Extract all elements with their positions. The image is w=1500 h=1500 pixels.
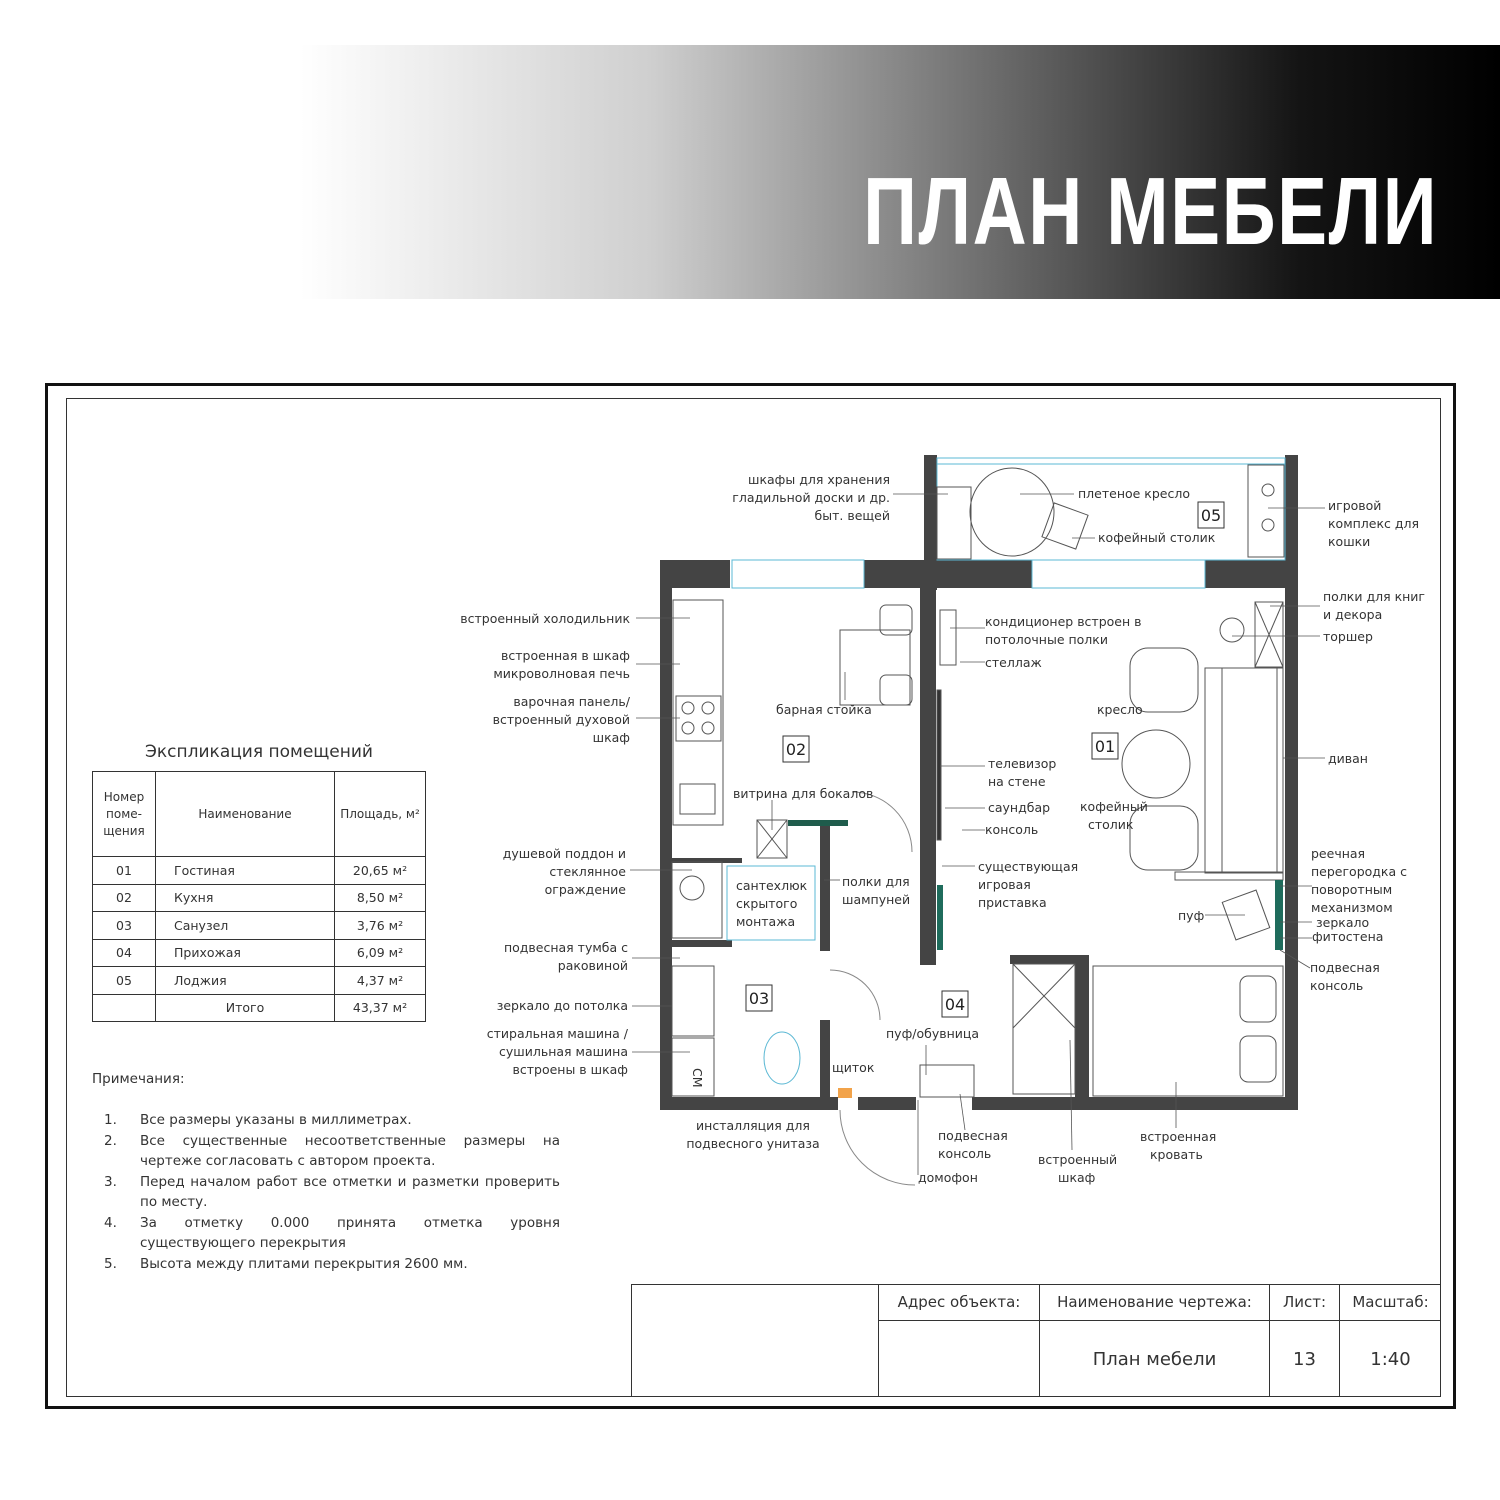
header-name: Наименование xyxy=(156,772,335,857)
label-hall-console-2: консоль xyxy=(938,1146,992,1161)
label-coffee-table-1: кофейный xyxy=(1080,799,1148,814)
cat-complex-shelf xyxy=(1262,519,1274,531)
notes-title: Примечания: xyxy=(92,1071,185,1087)
label-wc-install-1: инсталляция для xyxy=(696,1118,810,1133)
sheet-label: Лист: xyxy=(1282,1293,1327,1311)
wall xyxy=(660,1097,838,1110)
storage-cabinets xyxy=(937,487,971,559)
room-number-05: 05 xyxy=(1200,506,1222,525)
label-fridge: встроенный холодильник xyxy=(460,611,630,626)
label-partition-3: поворотным xyxy=(1311,882,1393,897)
cell-name: Санузел xyxy=(156,912,335,940)
coffee-table-loggia xyxy=(1042,503,1088,549)
showcase-accent xyxy=(788,820,848,826)
label-washer-2: сушильная машина xyxy=(499,1044,628,1059)
cell-name: Кухня xyxy=(156,884,335,912)
cell-num: 05 xyxy=(93,967,156,995)
cat-complex xyxy=(1248,465,1284,557)
label-cm: СМ xyxy=(690,1068,705,1088)
note-text: Все размеры указаны в миллиметрах. xyxy=(140,1112,412,1128)
label-ac-2: потолочные полки xyxy=(985,632,1108,647)
label-mirror: зеркало xyxy=(1316,915,1370,930)
label-partition-2: перегородка с xyxy=(1311,864,1407,879)
label-game-console-1: существующая xyxy=(978,859,1079,874)
shoe-pouf xyxy=(920,1065,974,1097)
label-floor-lamp: торшер xyxy=(1323,629,1373,644)
note-item xyxy=(104,1131,560,1171)
cell-name: Прихожая xyxy=(156,939,335,967)
table-total-row xyxy=(93,994,426,1022)
explication-title: Экспликация помещений xyxy=(145,742,373,762)
entrance-door-swing xyxy=(840,1110,915,1185)
label-microwave-2: микроволновая печь xyxy=(493,666,630,681)
wall xyxy=(864,560,1032,588)
hob xyxy=(676,696,721,741)
label-hatch-2: скрытого xyxy=(736,896,798,911)
burner xyxy=(702,722,714,734)
label-coffee-table-loggia: кофейный столик xyxy=(1098,530,1216,545)
room-number-04: 04 xyxy=(944,995,966,1014)
wall xyxy=(924,455,937,590)
built-in-wardrobe xyxy=(1013,964,1075,1094)
ac-shelf xyxy=(940,610,956,665)
note-number: 4. xyxy=(104,1215,117,1231)
cell-num: 02 xyxy=(93,884,156,912)
wall xyxy=(858,1097,916,1110)
sheet-number: 13 xyxy=(1293,1349,1316,1370)
bar-stool xyxy=(880,675,912,705)
header-number: Номер поме-щения xyxy=(93,772,156,857)
label-bed-1: встроенная xyxy=(1140,1129,1217,1144)
label-bed-2: кровать xyxy=(1150,1147,1203,1162)
banner-title: ПЛАН МЕБЕЛИ xyxy=(863,158,1438,265)
burner xyxy=(702,702,714,714)
note-number: 2. xyxy=(104,1133,117,1149)
label-hanging-console-1: подвесная xyxy=(1310,960,1380,975)
door-swing xyxy=(852,792,912,852)
header-area: Площадь, м² xyxy=(335,772,426,857)
label-panel: щиток xyxy=(832,1060,875,1075)
note-text: Высота между плитами перекрытия 2600 мм. xyxy=(140,1256,468,1272)
title-block-divider xyxy=(878,1320,1441,1321)
room-number-01: 01 xyxy=(1094,737,1116,756)
wall xyxy=(972,1097,1298,1110)
label-wardrobes-1: шкафы для хранения xyxy=(748,472,890,487)
cell-name: Гостиная xyxy=(156,857,335,885)
kitchen-sink xyxy=(680,784,715,814)
address-label: Адрес объекта: xyxy=(897,1293,1021,1311)
wall xyxy=(672,940,732,947)
note-text: За отметку 0.000 принята отметка уровня существующего перекрытия xyxy=(140,1215,560,1251)
drawing-name-label: Наименование чертежа: xyxy=(1057,1293,1252,1311)
leader xyxy=(1070,1040,1072,1150)
table-row xyxy=(93,967,426,995)
label-washer-1: стиральная машина / xyxy=(486,1026,628,1041)
burner xyxy=(682,722,694,734)
coffee-table xyxy=(1122,730,1190,798)
table-row xyxy=(93,912,426,940)
cell-area: 4,37 м² xyxy=(335,967,426,995)
label-pouf: пуф xyxy=(1178,908,1205,923)
living-window xyxy=(1032,560,1205,588)
label-bath-mirror: зеркало до потолка xyxy=(496,998,628,1013)
wall xyxy=(820,1020,830,1100)
explication-table xyxy=(92,771,426,1022)
sofa xyxy=(1205,668,1283,873)
scale-label: Масштаб: xyxy=(1352,1293,1429,1311)
label-vanity-1: подвесная тумба с xyxy=(503,940,628,955)
tv xyxy=(937,690,941,840)
table-row xyxy=(93,857,426,885)
notes-list xyxy=(104,1110,560,1275)
label-rack: стеллаж xyxy=(985,655,1042,670)
phytowall-accent xyxy=(1275,880,1283,950)
label-hatch-3: монтажа xyxy=(736,914,796,929)
label-shower-2: стеклянное xyxy=(549,864,626,879)
label-cat-complex-3: кошки xyxy=(1328,534,1371,549)
label-sofa: диван xyxy=(1328,751,1368,766)
label-armchair: кресло xyxy=(1097,702,1143,717)
label-washer-3: встроены в шкаф xyxy=(512,1062,628,1077)
game-console-accent xyxy=(937,885,943,950)
label-partition-4: механизмом xyxy=(1311,900,1393,915)
note-item xyxy=(104,1110,560,1130)
label-tv-1: телевизор xyxy=(988,756,1057,771)
label-wardrobe-builtin-2: шкаф xyxy=(1058,1170,1096,1185)
drawing-name: План мебели xyxy=(1092,1349,1217,1370)
label-coffee-table-2: столик xyxy=(1088,817,1134,832)
label-soundbar: саундбар xyxy=(988,800,1051,815)
cell-area: 20,65 м² xyxy=(335,857,426,885)
note-text: Все существенные несоответственные размеры на чертеже согласовать с автором проекта. xyxy=(140,1133,560,1169)
cell-name: Лоджия xyxy=(156,967,335,995)
label-tv-2: на стене xyxy=(988,774,1046,789)
label-intercom: домофон xyxy=(918,1170,978,1185)
note-item xyxy=(104,1172,560,1212)
note-number: 3. xyxy=(104,1174,117,1190)
title-block xyxy=(631,1284,1441,1397)
shower-drain xyxy=(680,876,704,900)
floor-lamp xyxy=(1220,618,1244,642)
wall xyxy=(1205,560,1298,588)
accents xyxy=(788,792,1283,1185)
label-wicker-chair: плетеное кресло xyxy=(1078,486,1190,501)
cat-complex-shelf xyxy=(1262,484,1274,496)
label-hob-3: шкаф xyxy=(592,730,630,745)
wall-hung-toilet xyxy=(764,1032,800,1084)
cell-area: 3,76 м² xyxy=(335,912,426,940)
label-shampoo-2: шампуней xyxy=(842,892,911,907)
built-in-bed xyxy=(1093,966,1283,1096)
label-pouf-shoes: пуф/обувница xyxy=(886,1026,980,1041)
label-partition-1: реечная xyxy=(1311,846,1366,861)
cell-area: 6,09 м² xyxy=(335,939,426,967)
label-console: консоль xyxy=(985,822,1039,837)
label-shampoo-1: полки для xyxy=(842,874,910,889)
label-phytowall: фитостена xyxy=(1312,929,1384,944)
label-wc-install-2: подвесного унитаза xyxy=(686,1136,820,1151)
armchair xyxy=(1130,806,1198,870)
label-hanging-console-2: консоль xyxy=(1310,978,1364,993)
label-wardrobes-3: быт. вещей xyxy=(814,508,890,523)
wall xyxy=(660,560,672,1110)
door-swing xyxy=(830,970,880,1020)
wall xyxy=(1010,955,1088,964)
label-showcase: витрина для бокалов xyxy=(733,786,874,801)
label-shelves-1: полки для книг xyxy=(1323,589,1425,604)
label-hall-console-1: подвесная xyxy=(938,1128,1008,1143)
note-item xyxy=(104,1254,560,1274)
leader xyxy=(960,1094,965,1130)
leader-lines xyxy=(630,494,1325,1175)
label-shelves-2: и декора xyxy=(1323,607,1383,622)
room-number-03: 03 xyxy=(748,989,770,1008)
scale-value: 1:40 xyxy=(1370,1349,1411,1370)
label-wardrobe-builtin-1: встроенный xyxy=(1038,1152,1118,1167)
wall xyxy=(1075,955,1089,1097)
note-number: 1. xyxy=(104,1112,117,1128)
note-text: Перед началом работ все отметки и разметки проверить по месту. xyxy=(140,1174,560,1210)
burner xyxy=(682,702,694,714)
wall xyxy=(660,560,730,588)
note-item xyxy=(104,1213,560,1253)
pillow xyxy=(1240,976,1276,1022)
label-cat-complex-1: игровой xyxy=(1328,498,1382,513)
table-row xyxy=(93,884,426,912)
cell-num: 01 xyxy=(93,857,156,885)
shower-tray xyxy=(672,862,722,938)
label-wardrobes-2: гладильной доски и др. xyxy=(732,490,890,505)
note-number: 5. xyxy=(104,1256,117,1272)
label-game-console-2: игровая xyxy=(978,877,1031,892)
wall xyxy=(820,826,830,951)
label-ac-1: кондиционер встроен в xyxy=(985,614,1142,629)
cell-area: 8,50 м² xyxy=(335,884,426,912)
panel-marker xyxy=(838,1088,852,1098)
label-shower-1: душевой поддон и xyxy=(502,846,626,861)
room-number-02: 02 xyxy=(785,740,807,759)
cell-num: 04 xyxy=(93,939,156,967)
cell-num: 03 xyxy=(93,912,156,940)
explication-header-row xyxy=(93,772,426,857)
label-vanity-2: раковиной xyxy=(557,958,628,973)
label-hatch-1: сантехлюк xyxy=(736,878,808,893)
walls xyxy=(660,455,1298,1110)
label-hob-2: встроенный духовой xyxy=(492,712,630,727)
wall xyxy=(920,588,936,965)
vanity xyxy=(672,966,714,1036)
sofa-seat xyxy=(1222,668,1277,873)
wicker-chair xyxy=(970,468,1054,556)
total-area: 43,37 м² xyxy=(335,994,426,1022)
label-shower-3: ограждение xyxy=(544,882,626,897)
table-row xyxy=(93,939,426,967)
total-label: Итого xyxy=(156,994,335,1022)
label-microwave-1: встроенная в шкаф xyxy=(501,648,630,663)
cell-empty xyxy=(93,994,156,1022)
wall xyxy=(1285,455,1298,1110)
label-cat-complex-2: комплекс для xyxy=(1328,516,1420,531)
label-hob-1: варочная панель/ xyxy=(513,694,630,709)
kitchen-window xyxy=(732,560,864,588)
bar-counter xyxy=(840,630,910,705)
pillow xyxy=(1240,1036,1276,1082)
label-bar: барная стойка xyxy=(776,702,872,717)
label-game-console-3: приставка xyxy=(978,895,1047,910)
